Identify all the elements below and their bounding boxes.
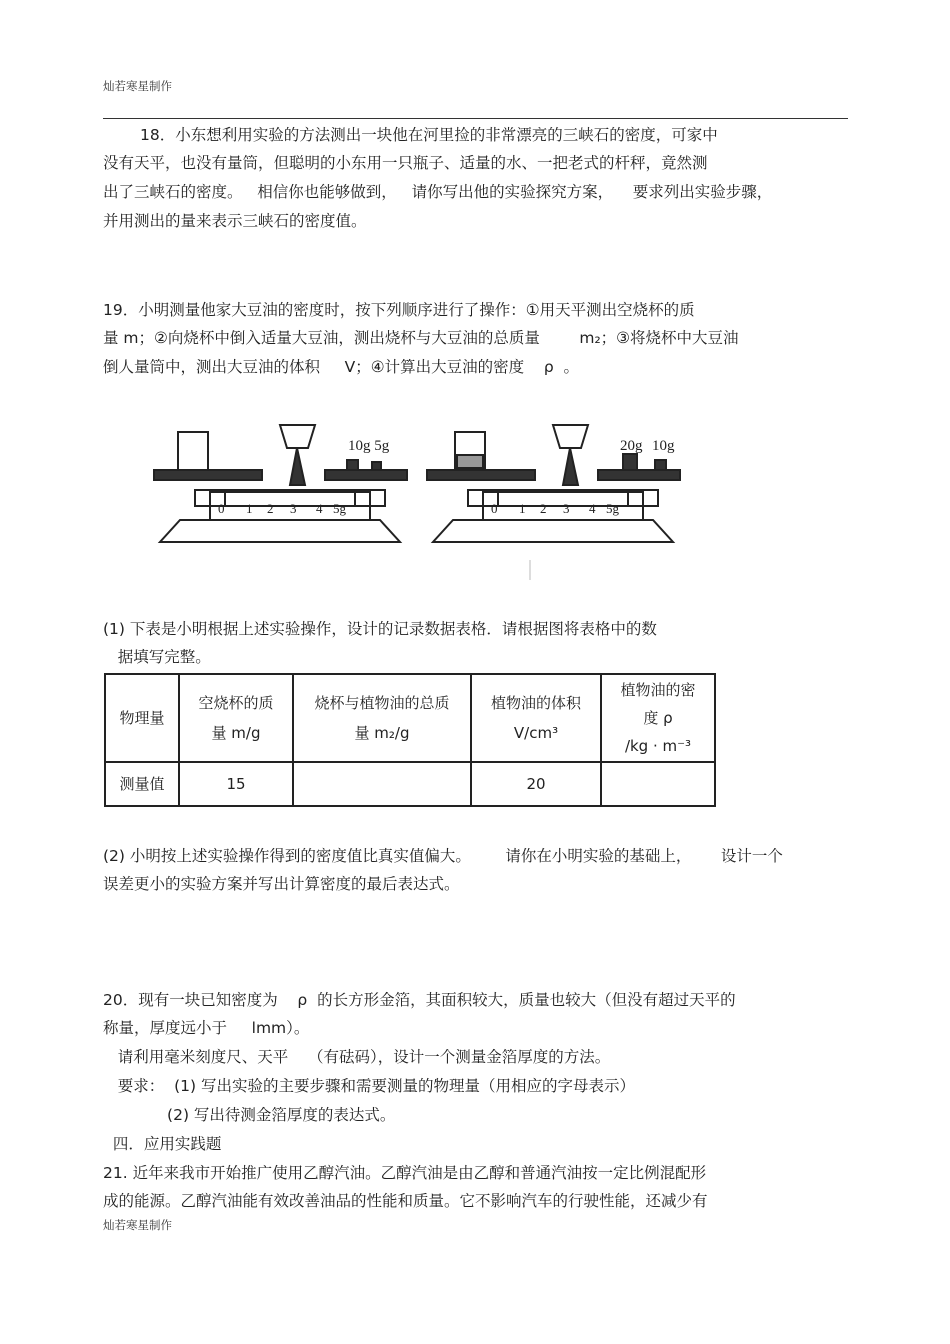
svg-text:0: 0: [218, 501, 225, 516]
q20-line: 20．现有一块已知密度为 ρ 的长方形金箔，其面积较大，质量也较大（但没有超过天平的: [103, 991, 736, 1009]
table-header-cell: 物理量: [105, 674, 179, 762]
balance-figure: [150, 420, 700, 580]
svg-text:3: 3: [290, 501, 297, 516]
svg-text:4: 4: [316, 501, 323, 516]
table-row: [105, 762, 715, 806]
q21-line: 21. 近年来我市开始推广使用乙醇汽油。乙醇汽油是由乙醇和普通汽油按一定比例混配形: [103, 1164, 707, 1182]
q20-line: 称量，厚度远小于 lmm）。: [103, 1019, 310, 1037]
table-row-label: 测量值: [105, 762, 179, 806]
q18-line: 18．小东想利用实验的方法测出一块他在河里捡的非常漂亮的三峡石的密度，可家中: [140, 126, 718, 144]
data-table: [104, 673, 716, 807]
q18-line: 没有天平，也没有量筒，但聪明的小东用一只瓶子、适量的水、一把老式的杆秤，竟然测: [103, 154, 708, 172]
left-weights-label: 10g 5g: [348, 438, 390, 454]
q18-line: 出了三峡石的密度。 相信你也能够做到， 请你写出他的实验探究方案， 要求列出实验步骤，: [103, 183, 773, 201]
svg-text:2: 2: [540, 501, 547, 516]
q20-line: (2) 写出待测金箔厚度的表达式。: [103, 1106, 396, 1124]
svg-text:1: 1: [519, 501, 526, 516]
q19-sub1-line: 据填写完整。: [103, 648, 211, 666]
svg-text:5g: 5g: [333, 501, 346, 516]
header-rule: [103, 118, 848, 119]
q19-sub2-line: (2) 小明按上述实验操作得到的密度值比真实值偏大。 请你在小明实验的基础上， 设计一个: [103, 847, 783, 865]
svg-text:3: 3: [563, 501, 570, 516]
svg-text:4: 4: [589, 501, 596, 516]
table-cell: [293, 762, 471, 806]
table-header-cell: 植物油的密 度 ρ /kg · m⁻³: [601, 674, 715, 762]
table-header-cell: 植物油的体积 V/cm³: [471, 674, 601, 762]
table-header-cell: 空烧杯的质 量 m/g: [179, 674, 293, 762]
svg-text:1: 1: [246, 501, 253, 516]
table-header-row: [105, 674, 715, 762]
svg-text:0: 0: [491, 501, 498, 516]
q20-line: 请利用毫米刻度尺、天平 （有砝码），设计一个测量金箔厚度的方法。: [103, 1048, 611, 1066]
beaker-empty: [178, 432, 208, 470]
section-4-title: 四．应用实践题: [103, 1135, 222, 1153]
table-header-cell: 烧杯与植物油的总质 量 m₂/g: [293, 674, 471, 762]
q20-line: 要求： (1) 写出实验的主要步骤和需要测量的物理量（用相应的字母表示）: [103, 1077, 636, 1095]
table-cell: 20: [471, 762, 601, 806]
svg-text:5g: 5g: [606, 501, 619, 516]
page-header: 灿若寒星制作: [103, 79, 172, 93]
q19-sub1-line: (1) 下表是小明根据上述实验操作，设计的记录数据表格．请根据图将表格中的数: [103, 620, 657, 638]
q19-line: 倒人量筒中，测出大豆油的体积 V；④计算出大豆油的密度 ρ 。: [103, 358, 580, 376]
q18-line: 并用测出的量来表示三峡石的密度值。: [103, 212, 367, 230]
svg-text:2: 2: [267, 501, 274, 516]
right-weight-10g-label: 10g: [652, 438, 675, 454]
q19-line: 量 m；②向烧杯中倒入适量大豆油，测出烧杯与大豆油的总质量 m₂；③将烧杯中大豆油: [103, 329, 739, 347]
table-cell: 15: [179, 762, 293, 806]
q21-line: 成的能源。乙醇汽油能有效改善油品的性能和质量。它不影响汽车的行驶性能，还减少有: [103, 1192, 708, 1210]
right-weight-20g-label: 20g: [620, 438, 643, 454]
q19-sub2-line: 误差更小的实验方案并写出计算密度的最后表达式。: [103, 875, 460, 893]
table-cell: [601, 762, 715, 806]
page-footer: 灿若寒星制作: [103, 1218, 172, 1232]
q19-line: 19．小明测量他家大豆油的密度时，按下列顺序进行了操作：①用天平测出空烧杯的质: [103, 301, 695, 319]
